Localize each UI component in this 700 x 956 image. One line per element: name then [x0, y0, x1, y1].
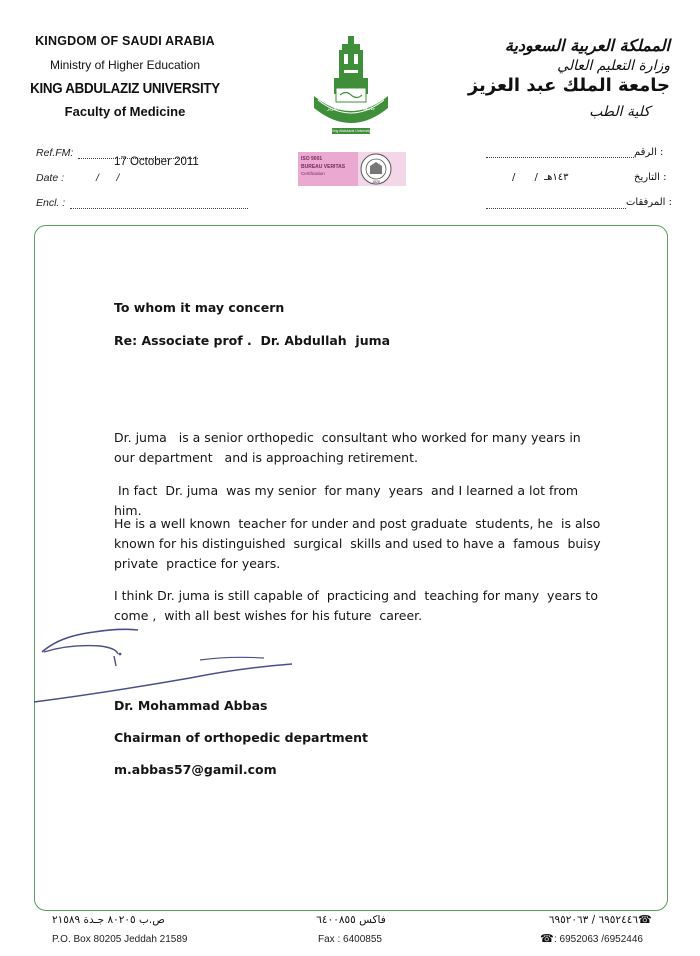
paragraph-4: I think Dr. juma is still capable of practicing and teaching for many years to come , with all best wishes for his future career.	[114, 588, 602, 623]
footer-po-box-arabic: ص.ب ٨٠٢٠٥ جـدة ٢١٥٨٩	[52, 914, 165, 926]
ar-date-value: / / ١٤٣هـ	[512, 172, 569, 183]
ministry-name: Ministry of Higher Education	[49, 58, 201, 72]
ref-label: Ref.FM:	[36, 147, 74, 159]
encl-dotted-line	[70, 208, 248, 209]
cert-bv-text: BUREAU VERITAS	[301, 164, 346, 170]
logo-banner-text: جامعة الملك عبد العزيز	[326, 106, 376, 112]
ar-encl-dotted-line	[486, 208, 626, 209]
arabic-university-name: جامعة الملك عبد العزيز	[467, 75, 670, 96]
salutation: To whom it may concern	[114, 300, 285, 315]
date-label: Date :	[36, 172, 65, 184]
letter-date: 17 October 2011	[114, 156, 199, 168]
paragraph-2: In fact Dr. juma was my senior for many years and I learned a lot from him.	[114, 483, 583, 518]
country-name: KINGDOM OF SAUDI ARABIA	[35, 34, 215, 48]
logo-subtitle: King Abdulaziz University	[331, 129, 371, 133]
certification-box	[298, 152, 358, 186]
paragraph-3: He is a well known teacher for under and post graduate students, he is also known for his distinguished surgical skills and used to have a famous buisy private practice for years.	[114, 516, 605, 571]
signatory-email: m.abbas57@gamil.com	[114, 762, 277, 777]
faculty-name: Faculty of Medicine	[64, 104, 186, 119]
date-slashes: / /	[96, 172, 120, 184]
footer-phone: : 6952063 /6952446	[554, 934, 643, 945]
arabic-ministry-name: وزارة التعليم العالي	[557, 58, 670, 74]
letterhead-arabic	[440, 36, 670, 120]
cert-iso-text: ISO 9001	[301, 156, 323, 162]
signatory-name: Dr. Mohammad Abbas	[114, 698, 268, 713]
footer-fax-arabic: فاكس ٦٤٠٠٨٥٥	[316, 914, 386, 926]
cert-label-text: Certification	[301, 171, 325, 176]
paragraph-1: Dr. juma is a senior orthopedic consultant who worked for many years in our department and is approaching retirement.	[114, 430, 585, 465]
signatory-title: Chairman of orthopedic department	[114, 730, 369, 745]
subject-line: Re: Associate prof . Dr. Abdullah juma	[114, 333, 391, 348]
encl-label: Encl. :	[36, 197, 66, 209]
footer-phone-arabic: ٦٩٥٢٤٤٦ / ٦٩٥٢٠٦٣	[548, 914, 638, 926]
ar-encl-label: : المرفقات	[626, 197, 672, 208]
arabic-faculty-name: كلية الطب	[589, 104, 650, 120]
university-logo	[308, 34, 394, 138]
ar-ref-dotted-line	[486, 157, 634, 158]
phone-icon-2: ☎	[540, 933, 554, 945]
university-name: KING ABDULAZIZ UNIVERSITY	[30, 81, 220, 97]
phone-icon: ☎	[638, 914, 652, 926]
ar-ref-label: : الرقم	[634, 147, 664, 158]
letterhead-english	[0, 34, 250, 119]
university-tower-emblem-icon	[308, 34, 394, 138]
footer-fax: Fax : 6400855	[318, 934, 382, 945]
seal-year: 1828	[372, 180, 380, 184]
footer-po-box: P.O. Box 80205 Jeddah 21589	[52, 934, 188, 945]
ar-date-label: : التاريخ	[634, 172, 667, 183]
arabic-country-name: المملكة العربية السعودية	[504, 36, 670, 55]
certification-badge	[298, 152, 406, 186]
